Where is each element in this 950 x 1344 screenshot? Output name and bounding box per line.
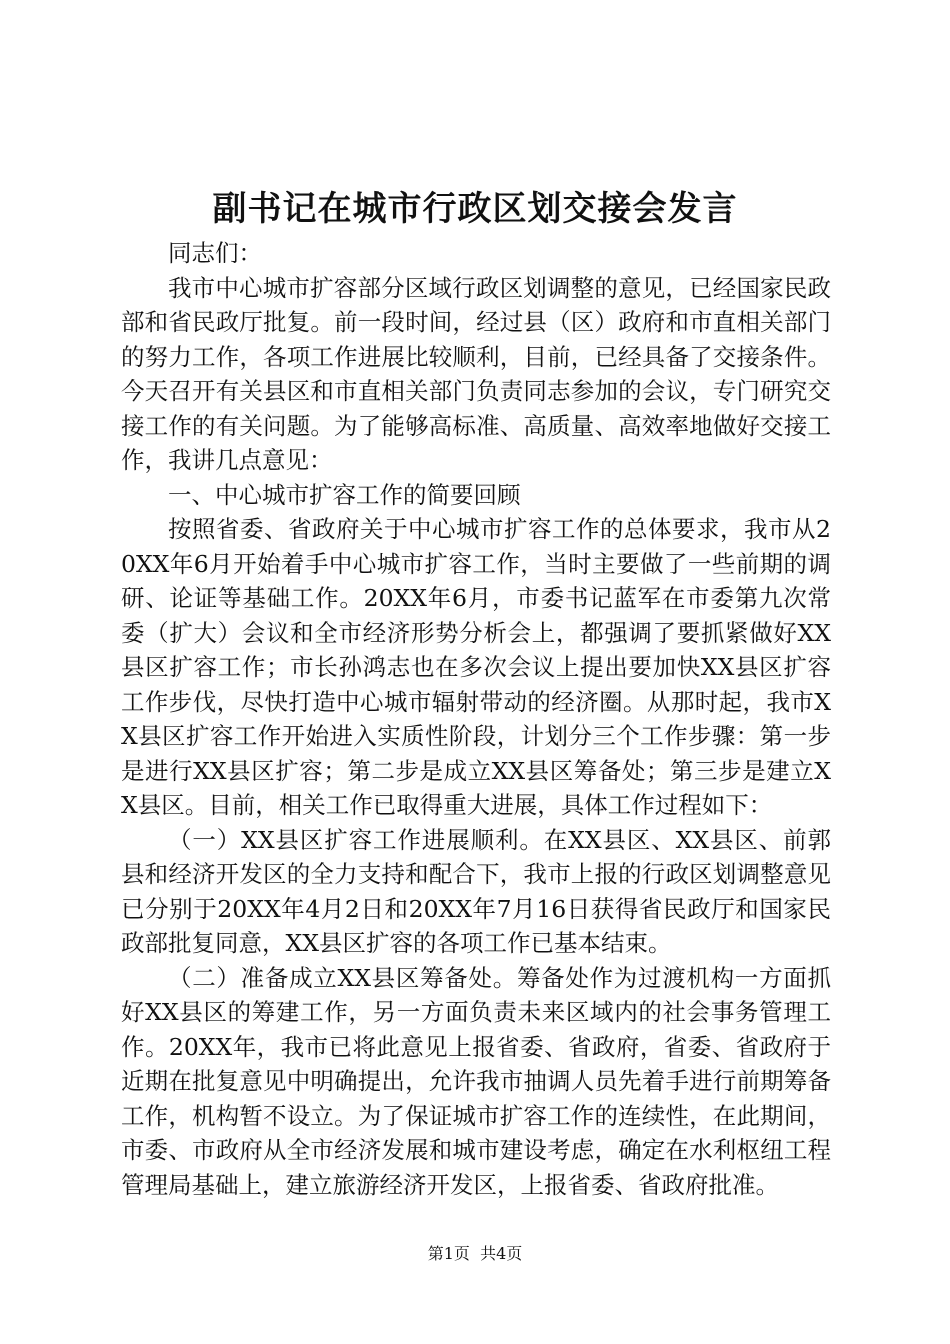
page-total: 共4页 (480, 1244, 523, 1263)
salutation: 同志们： (168, 239, 262, 267)
page-footer (0, 1243, 950, 1265)
body-paragraph: （二）准备成立XX县区筹备处。筹备处作为过渡机构一方面抓好XX县区的筹建工作，另一方面负责未来区域内的社会事务管理工作。20XX年，我市已将此意见上报省委、省政府，省委、省政府于近期在批复意见中明确提出，允许我市抽调人员先着手进行前期筹备工作，机构暂不设立。为了保证城市扩容工作的连续性，在此期间，市委、市政府从全市经济发展和城市建设考虑，确定在水利枢纽工程管理局基础上，建立旅游经济开发区，上报省委、省政府批准。 (121, 963, 831, 1199)
section-heading: 一、中心城市扩容工作的简要回顾 (168, 480, 521, 509)
document-body (121, 236, 831, 1202)
body-paragraph: 我市中心城市扩容部分区域行政区划调整的意见，已经国家民政部和省民政厅批复。前一段时间，经过县（区）政府和市直相关部门的努力工作，各项工作进展比较顺利，目前，已经具备了交接条件。今天召开有关县区和市直相关部门负责同志参加的会议，专门研究交接工作的有关问题。为了能够高标准、高质量、高效率地做好交接工作，我讲几点意见： (121, 273, 831, 474)
document-title: 副书记在城市行政区划交接会发言 (212, 189, 738, 229)
body-paragraph: 按照省委、省政府关于中心城市扩容工作的总体要求，我市从20XX年6月开始着手中心城市扩容工作，当时主要做了一些前期的调研、论证等基础工作。20XX年6月，市委书记蓝军在市委第九次常委（扩大）会议和全市经济形势分析会上，都强调了要抓紧做好XX县区扩容工作；市长孙鸿志也在多次会议上提出要加快XX县区扩容工作步伐，尽快打造中心城市辐射带动的经济圈。从那时起，我市XX县区扩容工作开始进入实质性阶段，计划分三个工作步骤：第一步是进行XX县区扩容；第二步是成立XX县区筹备处；第三步是建立XX县区。目前，相关工作已取得重大进展，具体工作过程如下： (121, 515, 831, 819)
body-paragraph: （一）XX县区扩容工作进展顺利。在XX县区、XX县区、前郭县和经济开发区的全力支持和配合下，我市上报的行政区划调整意见已分别于20XX年4月2日和20XX年7月16日获得省民政厅和国家民政部批复同意，XX县区扩容的各项工作已基本结束。 (121, 825, 831, 957)
page-number: 第1页 (427, 1244, 470, 1263)
